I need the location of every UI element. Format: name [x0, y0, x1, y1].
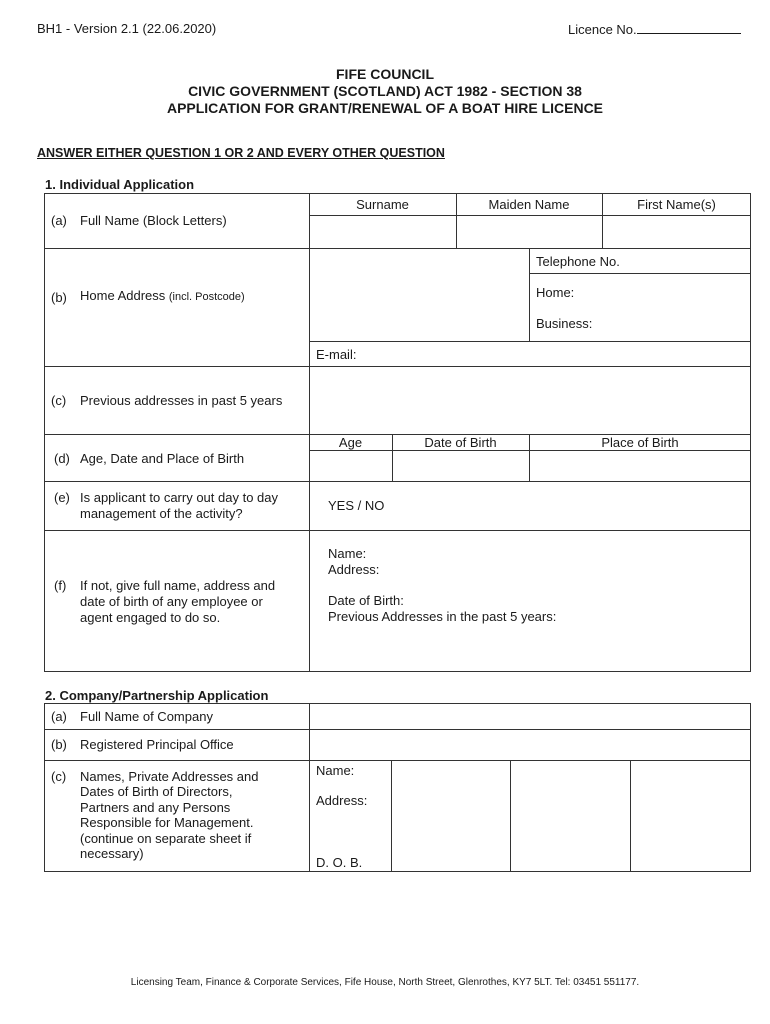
- instruction: ANSWER EITHER QUESTION 1 OR 2 AND EVERY OTHER QUESTION: [37, 146, 445, 160]
- surname-field[interactable]: [310, 216, 455, 247]
- s2-c-line-3: Partners and any Persons: [80, 800, 231, 815]
- footer-contact: Licensing Team, Finance & Corporate Services, Fife House, North Street, Glenrothes, KY7 5LT. Tel: 03451 551177.: [130, 977, 640, 988]
- employee-dob-label: Date of Birth:: [328, 593, 404, 608]
- director-3-field[interactable]: [631, 761, 750, 871]
- s1-a-label: Full Name (Block Letters): [80, 213, 227, 228]
- s1-f-label-1: If not, give full name, address and: [80, 578, 276, 593]
- place-of-birth-header: Place of Birth: [601, 435, 679, 450]
- s2-c-line-2: Dates of Birth of Directors,: [80, 784, 233, 799]
- first-names-header: First Name(s): [637, 197, 716, 212]
- s1-f-label-2: date of birth of any employee or: [80, 594, 263, 609]
- title-line-2: CIVIC GOVERNMENT (SCOTLAND) ACT 1982 - SECTION 38: [188, 83, 582, 99]
- s1-b-label-main: Home Address: [80, 288, 166, 303]
- s1-e-label-1: Is applicant to carry out day to day: [80, 490, 278, 505]
- s2-b-num: (b): [51, 737, 67, 752]
- form-version: BH1 - Version 2.1 (22.06.2020): [37, 21, 217, 36]
- company-name-field[interactable]: [310, 704, 750, 728]
- home-address-field[interactable]: [310, 249, 528, 340]
- date-of-birth-header: Date of Birth: [424, 435, 497, 450]
- email-top: [309, 341, 751, 342]
- licence-number-field[interactable]: [637, 21, 741, 34]
- row-e-bottom: [44, 530, 751, 531]
- telephone-split: [529, 273, 751, 274]
- director-2-field[interactable]: [511, 761, 629, 871]
- first-names-field[interactable]: [603, 216, 750, 247]
- s2-c-line-5: (continue on separate sheet if: [80, 831, 252, 846]
- s2-b-label: Registered Principal Office: [80, 737, 234, 752]
- director-name-label: Name:: [316, 763, 355, 778]
- s2-a-num: (a): [51, 709, 67, 724]
- business-phone-label: Business:: [536, 316, 593, 331]
- s1-e-label-2: management of the activity?: [80, 506, 243, 521]
- director-address-label: Address:: [316, 793, 368, 808]
- s1-d-num: (d): [54, 451, 70, 466]
- s2-a-label: Full Name of Company: [80, 709, 213, 724]
- s2-c-line-4: Responsible for Management.: [80, 815, 254, 830]
- s2-c-line-1: Names, Private Addresses and: [80, 769, 259, 784]
- telephone-label: Telephone No.: [536, 254, 620, 269]
- s1-b-num: (b): [51, 290, 67, 305]
- title-line-1: FIFE COUNCIL: [336, 66, 434, 82]
- s1-a-num: (a): [51, 213, 67, 228]
- title-line-3: APPLICATION FOR GRANT/RENEWAL OF A BOAT HIRE LICENCE: [166, 100, 604, 116]
- s2-c-num: (c): [51, 769, 67, 784]
- maiden-name-field[interactable]: [457, 216, 601, 247]
- yes-no-answer[interactable]: YES / NO: [328, 498, 385, 513]
- row-b-col: [529, 248, 530, 341]
- section1-heading: 1. Individual Application: [45, 177, 195, 192]
- s1-e-num: (e): [54, 490, 70, 505]
- s2-c-line-6: necessary): [80, 846, 144, 861]
- employee-name-label: Name:: [328, 546, 367, 561]
- s1-c-label: Previous addresses in past 5 years: [80, 393, 283, 408]
- s1-b-label: [80, 288, 245, 303]
- director-1-field[interactable]: [392, 761, 509, 871]
- s1-f-label-3: agent engaged to do so.: [80, 610, 221, 625]
- employee-prev-address-label: Previous Addresses in the past 5 years:: [328, 609, 557, 624]
- email-label: E-mail:: [316, 347, 357, 362]
- place-of-birth-field[interactable]: [530, 451, 750, 480]
- s1-d-label: Age, Date and Place of Birth: [80, 451, 245, 466]
- principal-office-field[interactable]: [310, 730, 750, 759]
- employee-address-label: Address:: [328, 562, 380, 577]
- licence-number: [568, 21, 741, 37]
- director-dob-label: D. O. B.: [316, 855, 363, 870]
- licence-number-label: Licence No.: [568, 22, 637, 37]
- row-d-bottom: [44, 481, 751, 482]
- s1-b-label-small: (incl. Postcode): [168, 291, 245, 303]
- section2-heading: 2. Company/Partnership Application: [45, 688, 269, 703]
- home-phone-label: Home:: [536, 285, 575, 300]
- s1-f-num: (f): [54, 578, 67, 593]
- date-of-birth-field[interactable]: [393, 451, 528, 480]
- surname-header: Surname: [356, 197, 409, 212]
- age-header: Age: [338, 435, 363, 450]
- age-field[interactable]: [310, 451, 391, 480]
- s1-c-num: (c): [51, 393, 67, 408]
- maiden-name-header: Maiden Name: [488, 197, 570, 212]
- previous-addresses-field[interactable]: [310, 367, 750, 433]
